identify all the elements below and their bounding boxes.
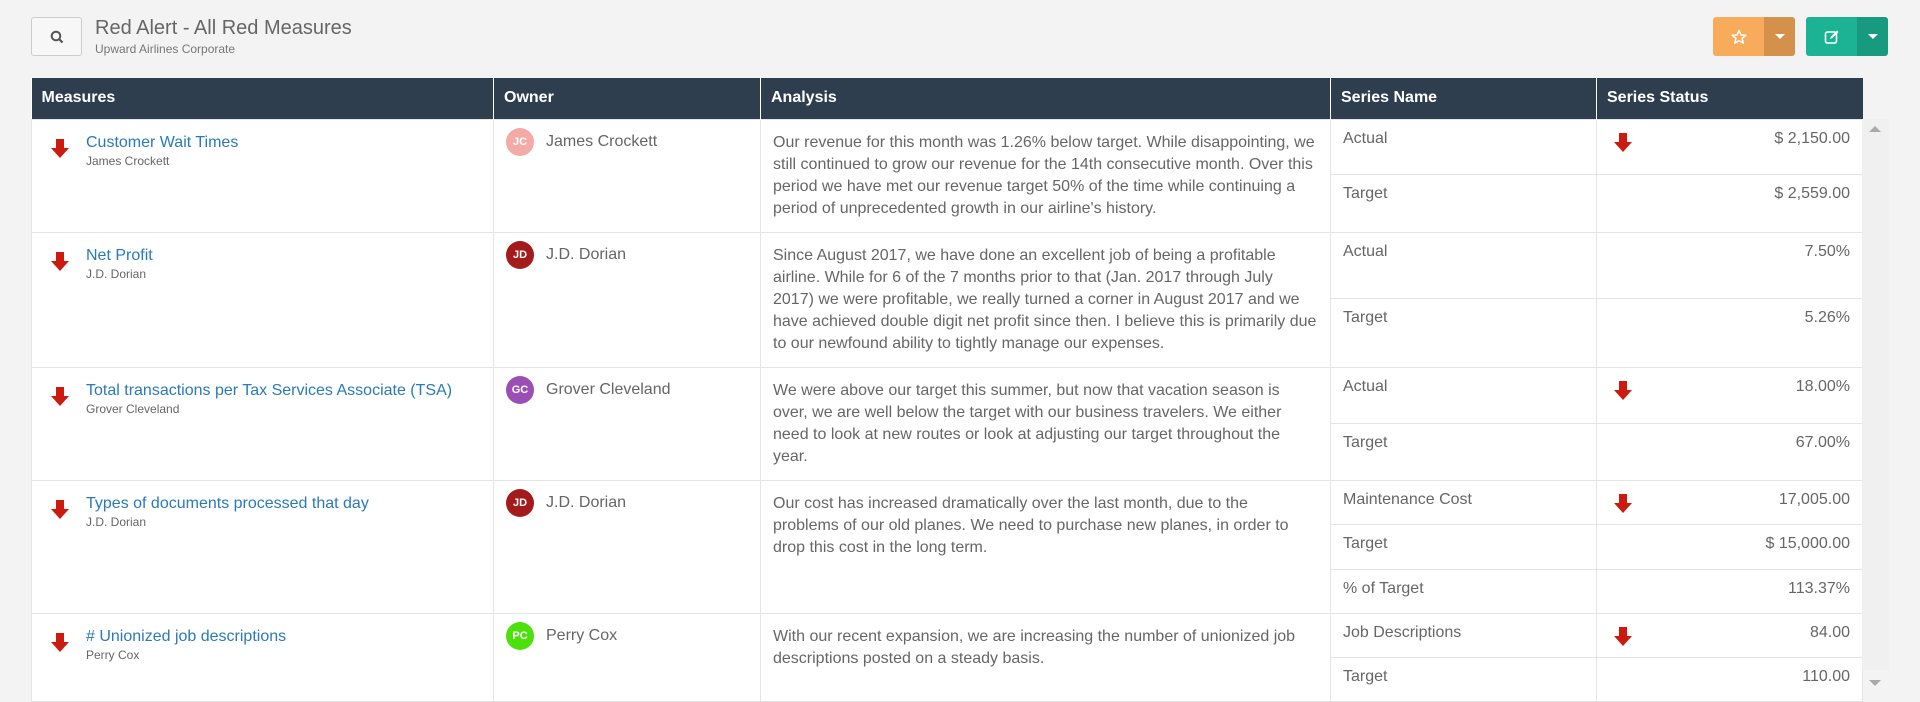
vertical-scrollbar[interactable] [1862, 119, 1889, 670]
series-name: % of Target [1331, 569, 1597, 613]
page-title: Red Alert - All Red Measures [95, 17, 352, 39]
series-value: 84.00 [1809, 623, 1850, 641]
table-row [32, 480, 1863, 524]
table-row [32, 119, 1863, 175]
analysis-text: Our revenue for this month was 1.26% below target. While disappointing, we still continued to grow our revenue for the 14th consecutive month. Over this period we have met our revenue target 50% of the time while continuing a period of unprecedented growth in our airline's history. [761, 119, 1331, 232]
column-header-analysis[interactable]: Analysis [761, 78, 1331, 119]
edit-button-group [1806, 17, 1888, 56]
measure-owner: Grover Cleveland [86, 401, 180, 416]
series-name: Target [1331, 524, 1597, 569]
series-status [1597, 299, 1863, 367]
analysis-text: With our recent expansion, we are increasing the number of unionized job descriptions posted on a steady basis. [761, 613, 1331, 701]
series-value: 5.26% [1804, 309, 1850, 327]
analysis-text: Our cost has increased dramatically over the last month, due to the problems of our old planes. We need to purchase new planes, in order to drop this cost in the long term. [761, 480, 1331, 613]
column-header-measures[interactable]: Measures [32, 78, 494, 119]
measure-link[interactable]: Types of documents processed that day [86, 494, 369, 512]
search-icon [50, 30, 64, 44]
column-header-series-name[interactable]: Series Name [1331, 78, 1597, 119]
measure-owner: J.D. Dorian [86, 266, 147, 281]
red-down-arrow-icon [48, 630, 72, 654]
red-down-arrow-icon [1611, 378, 1635, 402]
owner-cell [494, 613, 761, 701]
table-row [32, 613, 1863, 657]
owner-name: Perry Cox [546, 626, 618, 644]
series-status [1597, 119, 1863, 175]
measures-table [31, 78, 1863, 702]
series-name: Actual [1331, 232, 1597, 299]
series-name: Target [1331, 424, 1597, 481]
edit-icon [1824, 29, 1840, 45]
column-header-series-status[interactable]: Series Status [1597, 78, 1863, 119]
series-value: 7.50% [1804, 242, 1850, 260]
measure-cell [32, 232, 494, 367]
owner-cell [494, 119, 761, 232]
measure-link[interactable]: Total transactions per Tax Services Associate (TSA) [86, 381, 453, 399]
red-down-arrow-icon [48, 249, 72, 273]
caret-down-icon [1868, 34, 1878, 39]
series-name: Actual [1331, 119, 1597, 175]
series-value: $ 2,150.00 [1774, 129, 1850, 147]
series-status [1597, 424, 1863, 481]
avatar: JC [506, 128, 534, 156]
avatar: JD [506, 241, 534, 269]
table-row [32, 367, 1863, 424]
favorite-button-group [1713, 17, 1795, 56]
avatar: JD [506, 489, 534, 517]
series-status [1597, 657, 1863, 701]
series-name: Target [1331, 657, 1597, 701]
series-value: 67.00% [1795, 434, 1850, 451]
owner-cell [494, 232, 761, 367]
owner-name: J.D. Dorian [546, 245, 627, 263]
red-down-arrow-icon [48, 497, 72, 521]
edit-dropdown-toggle[interactable] [1857, 17, 1888, 56]
analysis-text: We were above our target this summer, but now that vacation season is over, we are well below the target with our business travelers. We either need to look at new routes or look at adjusting our target throughout the year. [761, 367, 1331, 480]
series-status [1597, 367, 1863, 424]
series-value: $ 2,559.00 [1774, 185, 1850, 203]
series-value: 18.00% [1795, 377, 1850, 395]
series-name: Actual [1331, 367, 1597, 424]
red-down-arrow-icon [1611, 130, 1635, 154]
measure-link[interactable]: Customer Wait Times [86, 133, 239, 151]
favorite-dropdown-toggle[interactable] [1764, 17, 1795, 56]
series-status [1597, 175, 1863, 232]
avatar: GC [506, 376, 534, 404]
series-name: Target [1331, 175, 1597, 232]
measure-link[interactable]: # Unionized job descriptions [86, 627, 287, 645]
measure-cell [32, 119, 494, 232]
owner-name: James Crockett [546, 132, 658, 150]
star-icon [1731, 29, 1747, 45]
measure-cell [32, 613, 494, 701]
series-status [1597, 232, 1863, 299]
series-status [1597, 569, 1863, 613]
series-status [1597, 524, 1863, 569]
series-name: Maintenance Cost [1331, 480, 1597, 524]
caret-down-icon [1775, 34, 1785, 39]
red-down-arrow-icon [1611, 491, 1635, 515]
series-status [1597, 613, 1863, 657]
owner-name: Grover Cleveland [546, 380, 671, 398]
table-header-row [32, 78, 1863, 119]
red-down-arrow-icon [48, 384, 72, 408]
red-down-arrow-icon [1611, 624, 1635, 648]
series-value: 113.37% [1788, 579, 1850, 597]
series-name: Target [1331, 299, 1597, 367]
avatar: PC [506, 622, 534, 650]
series-name: Job Descriptions [1331, 613, 1597, 657]
series-value: 110.00 [1802, 667, 1850, 685]
analysis-text: Since August 2017, we have done an excellent job of being a profitable airline. While for 6 of the 7 months prior to that (Jan. 2017 through July 2017) we were profitable, we really turned a corner in August 2017 and we have achieved double digit net profit since then. I believe this is primarily due to our newfound ability to tightly manage our expenses. [761, 232, 1331, 367]
owner-name: J.D. Dorian [546, 493, 627, 511]
page-subtitle: Upward Airlines Corporate [95, 42, 236, 56]
series-value: $ 15,000.00 [1765, 534, 1850, 552]
series-value: 17,005.00 [1778, 490, 1850, 508]
owner-cell [494, 480, 761, 613]
favorite-button[interactable] [1713, 17, 1764, 56]
measure-cell [32, 367, 494, 480]
red-down-arrow-icon [48, 136, 72, 160]
measure-cell [32, 480, 494, 613]
scroll-up-arrow-icon[interactable] [1869, 126, 1881, 132]
search-button[interactable] [31, 17, 82, 56]
measure-link[interactable]: Net Profit [86, 246, 153, 264]
table-row [32, 232, 1863, 299]
column-header-owner[interactable]: Owner [494, 78, 761, 119]
edit-button[interactable] [1806, 17, 1857, 56]
owner-cell [494, 367, 761, 480]
measure-owner: James Crockett [86, 153, 170, 168]
series-status [1597, 480, 1863, 524]
measure-owner: Perry Cox [86, 647, 140, 662]
measure-owner: J.D. Dorian [86, 514, 147, 529]
scroll-down-arrow-icon[interactable] [1869, 680, 1881, 686]
